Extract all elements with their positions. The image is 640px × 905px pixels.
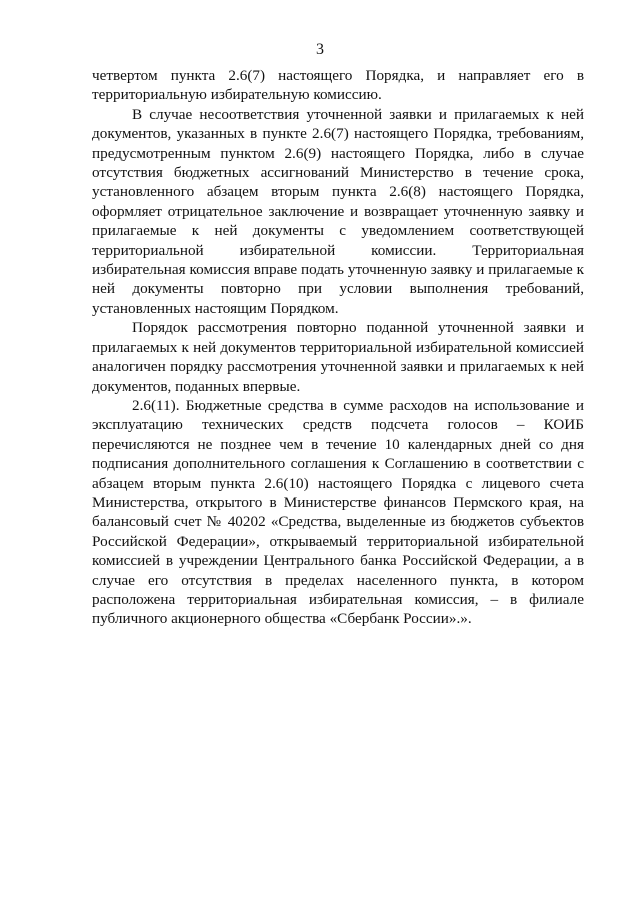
paragraph-repeat-review: Порядок рассмотрения повторно поданной уточненной заявки и прилагаемых к ней документов территориальной избирательной комиссией аналогичен порядку рассмотрения уточненной заявки и прилагаемых к ней документов, поданных впервые. <box>92 319 584 395</box>
page-number: 3 <box>316 41 324 58</box>
document-body <box>92 66 584 629</box>
paragraph-continuation: четвертом пункта 2.6(7) настоящего Порядка, и направляет его в территориальную избирательную комиссию. <box>92 67 584 104</box>
paragraph-clause-2-6-11: 2.6(11). Бюджетные средства в сумме расходов на использование и эксплуатацию технических средств подсчета голосов – КОИБ перечисляются не позднее чем в течение 10 календарных дней со дня подписания дополнительного соглашения к Соглашению в соответствии с абзацем вторым пункта 2.6(10) настоящего Порядка с лицевого счета Министерства, открытого в Министерстве финансов Пермского края, на балансовый счет № 40202 «Средства, выделенные из бюджетов субъектов Российской Федерации», открываемый территориальной избирательной комиссией в учреждении Центрального банка Российской Федерации, а в случае его отсутствия в пределах населенного пункта, в котором расположена территориальная избирательная комиссия, – в филиале публичного акционерного общества «Сбербанк России».». <box>92 396 584 628</box>
paragraph-mismatch-case: В случае несоответствия уточненной заявки и прилагаемых к ней документов, указанных в пункте 2.6(7) настоящего Порядка, требованиям, предусмотренным пунктом 2.6(9) настоящего Порядка, либо в случае отсутствия бюджетных ассигнований Министерство в течение срока, установленного абзацем вторым пункта 2.6(8) настоящего Порядка, оформляет отрицательное заключение и возвращает уточненную заявку и прилагаемые к ней документы с уведомлением соответствующей территориальной избирательной комиссии. Территориальная избирательная комиссия вправе подать уточненную заявку и прилагаемые к ней документы повторно при условии выполнения требований, установленных настоящим Порядком. <box>92 105 584 317</box>
